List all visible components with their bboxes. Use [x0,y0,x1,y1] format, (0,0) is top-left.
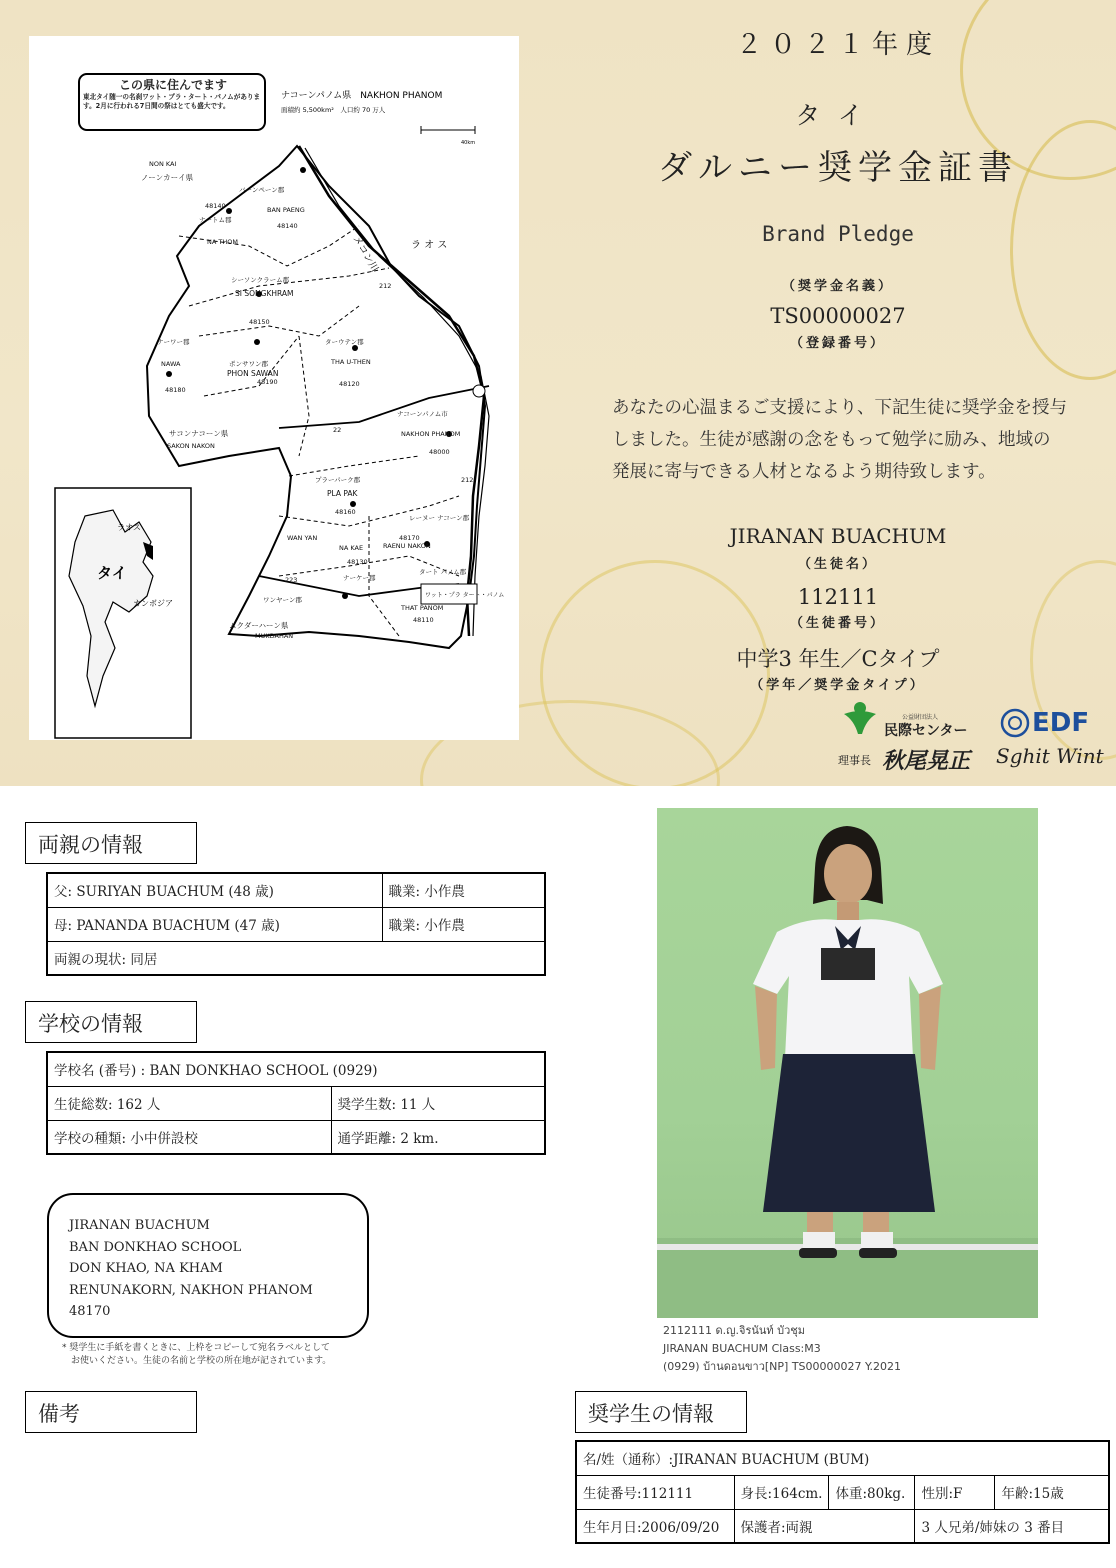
address-note-line: お使いください。生徒の名前と学校の所在地が記されています。 [71,1356,332,1366]
map-label: 48150 [249,318,270,326]
certificate-year: ２０２１年度 [735,30,940,60]
mother-job-cell: 職業: 小作農 [382,907,545,941]
student-id: 112111 [797,585,879,609]
school-type-cell: 学校の種類: 小中併設校 [47,1120,331,1154]
address-label-box [47,1193,369,1338]
callout-title: この県に住んでます [118,78,227,92]
map-label: ナーケー郡 [343,574,376,582]
map-label: 48160 [335,508,356,516]
chair-signature: 秋尾晃正 [882,748,971,774]
table-row [47,907,545,941]
map-label: 48000 [429,448,450,456]
commute-distance-cell: 通学距離: 2 km. [331,1120,545,1154]
minsai-center-logo [840,700,980,740]
province-stats: 面積約 5,500km² 人口約 70 万人 [281,106,386,114]
age-cell: 年齢:15歳 [995,1475,1109,1509]
father-job-cell: 職業: 小作農 [382,873,545,907]
map-label: ナーワー郡 [157,338,190,346]
table-row [576,1509,1109,1543]
map-label: メコン川 [350,234,380,275]
map-label: ワンヤーン郡 [263,596,302,604]
map-label: 48140 [277,222,298,230]
table-row [576,1475,1109,1509]
map-label: THAT PANOM [401,604,444,612]
scholar-name-cell: 名/姓（通称）:JIRANAN BUACHUM (BUM) [576,1441,1109,1475]
map-label: NA THOM [207,238,238,246]
school-table [46,1051,546,1155]
table-row [47,1086,545,1120]
map-label: ムクダーハーン県 [229,621,289,630]
parents-status-cell: 両親の現状: 同居 [47,941,545,975]
scholar-table [575,1440,1110,1544]
address-line: 48170 [69,1304,111,1319]
map-label: MUKDAHAN [255,632,294,640]
map-label: レーヌー ナコーン郡 [409,514,470,522]
caption-line: 2112111 ด.ญ.จิรนันท์ บัวชุม [663,1324,806,1337]
map-label: タート パノム郡 [419,568,467,576]
map-drawing [29,36,519,740]
height-cell: 身長:164cm. [734,1475,829,1509]
scholars-count-cell: 奨学生数: 11 人 [331,1086,545,1120]
map-label: プラーパーク郡 [315,476,361,484]
map-label: PHON SAWAN [227,369,279,378]
table-row [47,941,545,975]
map-label: ワット・プラ タート・パノム [425,592,505,599]
table-row [47,1052,545,1086]
org-name: 民際センター [884,723,968,739]
map-label: THA U-THEN [331,358,371,366]
student-name-label: （生徒名） [797,557,878,572]
sponsor-label: （奨学金名義） [781,279,894,294]
table-row [576,1441,1109,1475]
map-label: BAN PAENG [267,206,305,214]
photo-caption [663,1322,901,1376]
school-name-cell: 学校名 (番号) : BAN DONKHAO SCHOOL (0929) [47,1052,545,1086]
student-number-cell: 生徒番号:112111 [576,1475,734,1509]
edf-logo-text: EDF [1032,708,1090,738]
student-name: JIRANAN BUACHUM [729,524,947,548]
student-figure [657,808,1038,1318]
address-line: JIRANAN BUACHUM [69,1218,210,1233]
birthdate-cell: 生年月日:2006/09/20 [576,1509,734,1543]
map-label: NA KAE [339,544,364,552]
caption-line: JIRANAN BUACHUM Class:M3 [663,1342,821,1355]
student-photo [657,808,1038,1318]
student-id-label: （生徒番号） [789,616,886,631]
inset-laos: ラオス [117,523,141,532]
map-label: シーソンクラーム郡 [231,276,290,284]
map-label: ターウテン郡 [325,338,364,346]
map-label: ナコーンパノム市 [397,410,448,418]
map-label: バーンペーン郡 [239,186,285,194]
map-label: 48110 [413,616,434,624]
map-label: 223 [285,576,298,584]
map-label: RAENU NAKON [383,542,431,550]
table-row [47,873,545,907]
remarks-section-title: 備考 [25,1391,197,1433]
map-label: サコンナコーン県 [169,429,229,438]
map-label: NAWA [161,360,181,368]
map-label: 212 [379,282,392,290]
map-label: 22 [333,426,342,434]
total-students-cell: 生徒総数: 162 人 [47,1086,331,1120]
map-label: ラ オ ス [411,240,448,251]
map-label: ポンサワン郡 [229,360,268,368]
address-note-line: * 奨学生に手紙を書くときに、上枠をコピーして宛名ラベルとして [62,1343,331,1353]
table-row [47,1120,545,1154]
edf-signature: Sghit Wint [996,744,1104,768]
map-label: 48120 [339,380,360,388]
map-label: 48180 [165,386,186,394]
address-line: BAN DONKHAO SCHOOL [69,1239,242,1255]
map-label: 48190 [257,378,278,386]
parents-section-title: 両親の情報 [25,822,197,864]
grade-type: 中学3 年生／Cタイプ [736,647,940,671]
parents-table [46,872,546,976]
map-scale: 40km [461,140,476,146]
map-label: 48130 [347,558,368,566]
leaf-icon [840,700,880,736]
certificate-country: タイ [795,101,881,130]
map-label: WAN YAN [287,534,318,542]
callout-body: 東北タイ随一の名刹ワット・プラ・タート・パノムがあります。2月に行われる7日間の祭はとても盛大です。 [83,93,261,110]
school-section-title: 学校の情報 [25,1001,197,1043]
certificate-title: ダルニー奨学金証書 [658,148,1018,188]
map-label: 48170 [399,534,420,542]
map-label: PLA PAK [327,489,358,498]
address-line: DON KHAO, NA KHAM [69,1261,223,1276]
address-line: RENUNAKORN, NAKHON PHANOM [69,1282,313,1298]
map-label: NAKHON PHANOM [401,430,461,438]
weight-cell: 体重:80kg. [829,1475,915,1509]
father-cell: 父: SURIYAN BUACHUM (48 歳) [47,873,382,907]
chair-title: 理事長 [838,754,871,767]
scholar-section-title: 奨学生の情報 [575,1391,747,1433]
map-label: NON KAI [149,160,177,168]
inset-thai: タイ [97,564,127,582]
registration-number: TS00000027 [770,304,906,328]
org-small-label: 公益財団法人 [902,714,939,721]
mother-cell: 母: PANANDA BUACHUM (47 歳) [47,907,382,941]
sex-cell: 性別:F [915,1475,995,1509]
globe-icon [1000,708,1030,738]
map-label: ナートム郡 [199,216,232,224]
certificate-message: あなたの心温まるご支援により、下記生徒に奨学金を授与しました。生徒が感謝の念をもって勉学に励み、地域の発展に寄与できる人材となるよう期待致します。 [612,398,1067,482]
map-label: 212 [461,476,474,484]
registration-label: （登録番号） [789,336,886,351]
siblings-cell: 3 人兄弟/姉妹の 3 番目 [915,1509,1109,1543]
grade-type-label: （学年／奨学金タイプ） [750,678,926,693]
inset-cambodia: カンボジア [133,599,173,608]
province-map [29,36,519,740]
map-label: ノーンカーイ県 [141,173,194,182]
map-label: 48140 [205,202,226,210]
edf-logo [1000,708,1110,742]
province-title: ナコーンパノム県 NAKHON PHANOM [281,91,443,101]
map-label: SI SONGKHRAM [235,289,294,298]
guardian-cell: 保護者:両親 [734,1509,915,1543]
address-note [62,1342,382,1368]
caption-line: (0929) บ้านดอนขาว[NP] TS00000027 Y.2021 [663,1360,902,1373]
mekong-river [299,146,484,636]
sponsor-name: Brand Pledge [762,222,914,246]
map-label: SAKON NAKON [167,442,215,450]
